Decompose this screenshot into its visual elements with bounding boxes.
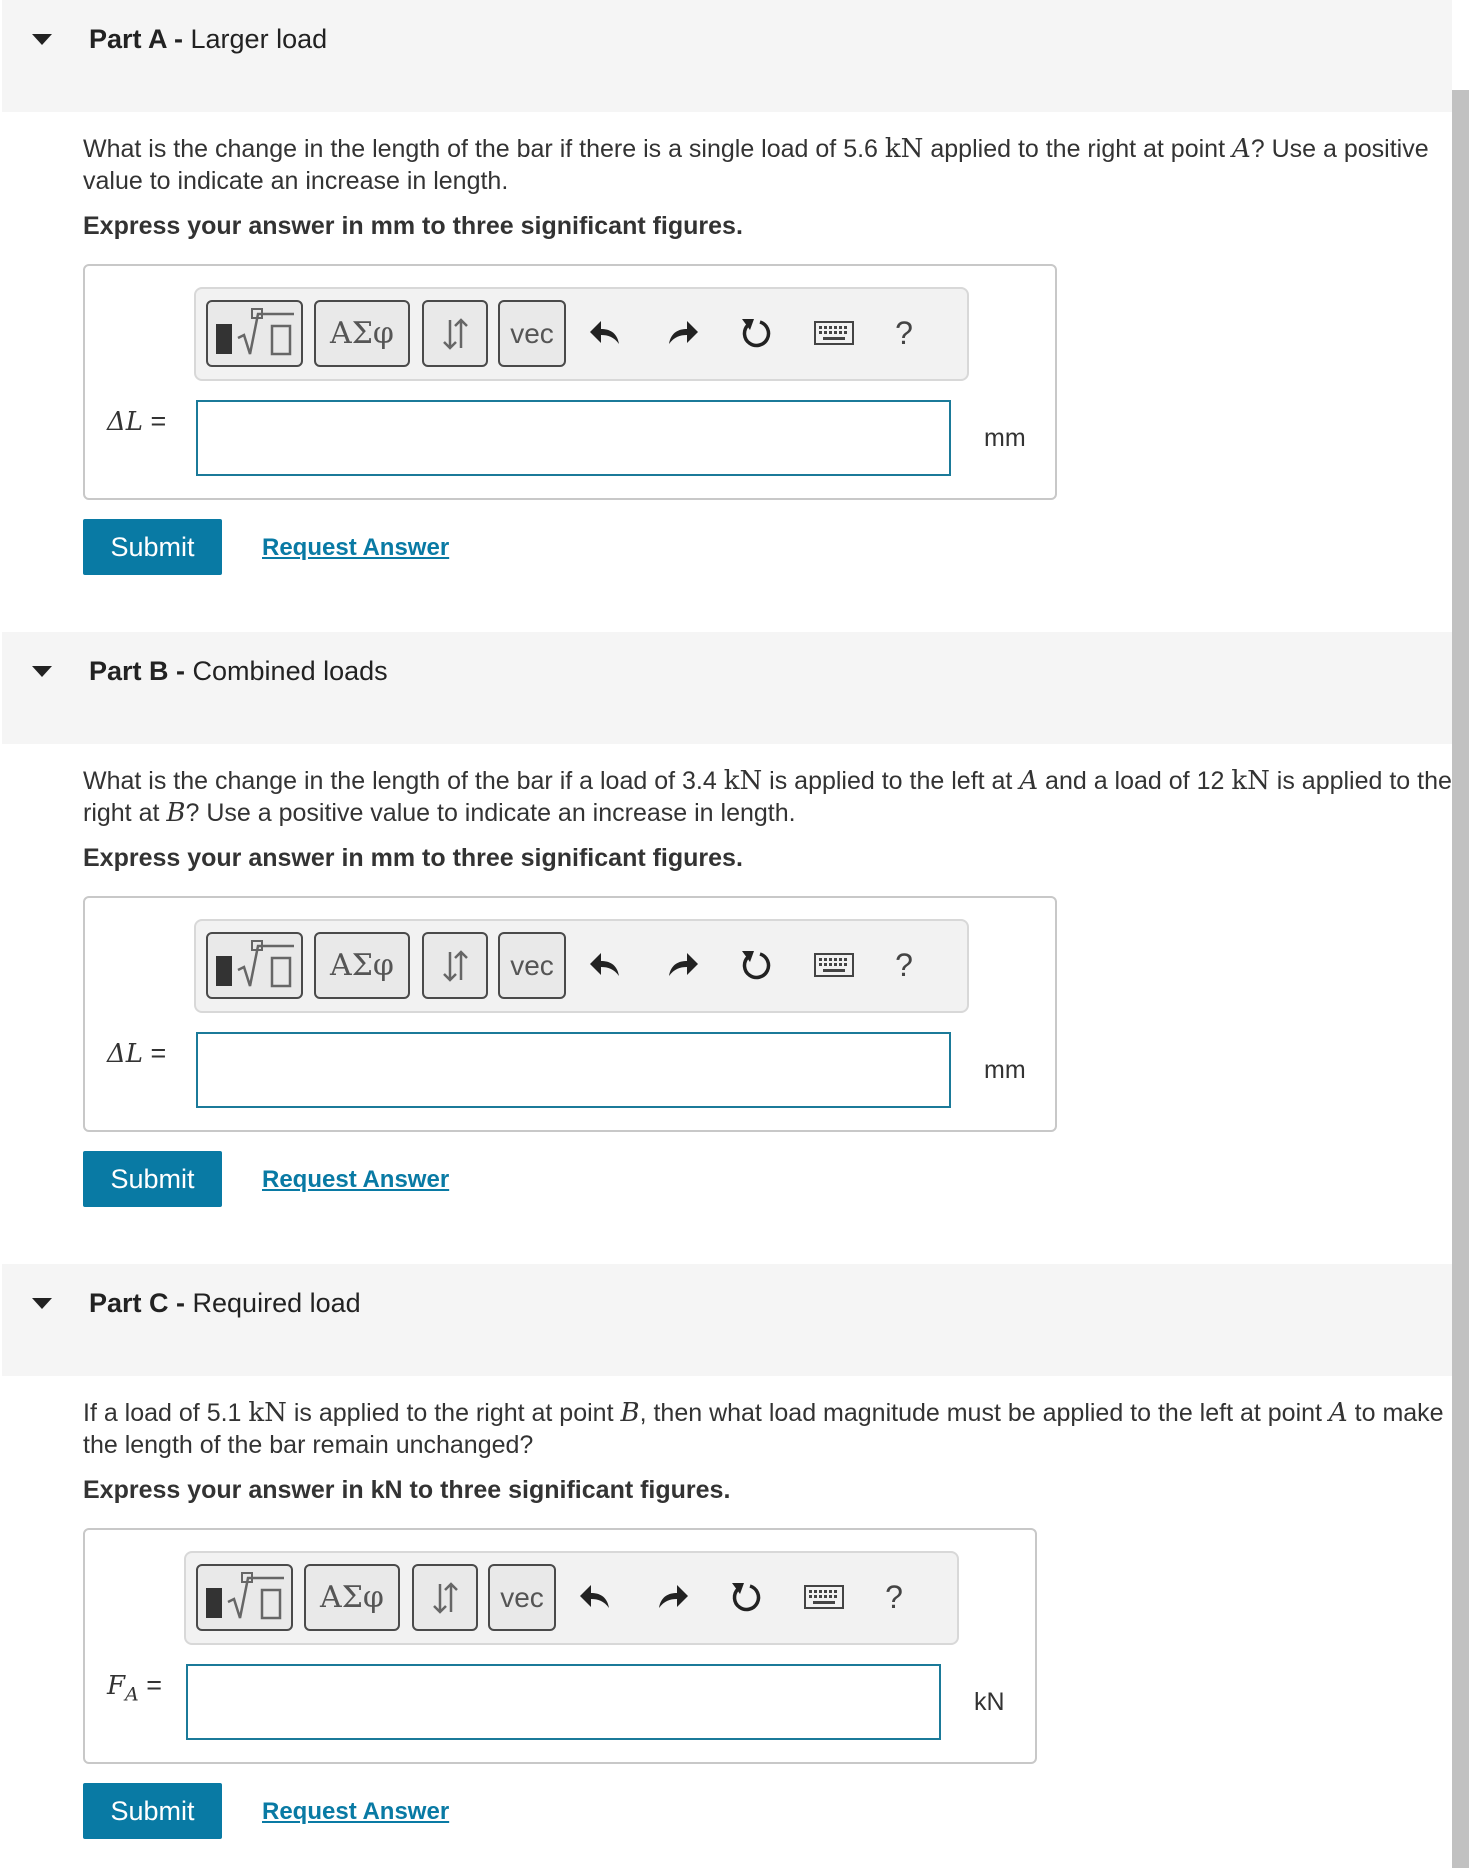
part-b-question: What is the change in the length of the bar if a load of 3.4 kN is applied to the left at A and a load of 12 kN is applied to the right at B? Use a positive value to indicate an increase in length. [83,766,1452,828]
part-b-instruction: Express your answer in mm to three significant figures. [83,844,743,872]
undo-icon[interactable] [576,1575,616,1619]
reset-icon[interactable] [736,943,776,987]
math-toolbar [194,287,969,381]
unit-label: mm [984,1056,1026,1084]
math-toolbar [194,919,969,1013]
part-c-question: If a load of 5.1 kN is applied to the right at point B, then what load magnitude must be applied to the left at point A to make the length of the bar remain unchanged? [83,1398,1444,1459]
part-a-instruction: Express your answer in mm to three significant figures. [83,212,743,240]
answer-input[interactable] [186,1664,941,1740]
up-down-arrows-icon [430,1578,460,1618]
fraction-radical-icon [212,308,298,360]
answer-input[interactable] [196,400,951,476]
keyboard-icon[interactable] [814,943,854,987]
fraction-radical-icon [202,1572,288,1624]
redo-icon[interactable] [662,311,702,355]
part-c-header[interactable] [2,1264,1452,1376]
collapse-caret-icon[interactable] [32,1298,52,1309]
undo-icon[interactable] [586,943,626,987]
fraction-radical-icon [212,940,298,992]
part-b-answer-box [83,896,1057,1132]
unit-label: mm [984,424,1026,452]
arrows-button[interactable] [422,300,488,367]
redo-icon[interactable] [662,943,702,987]
up-down-arrows-icon [440,946,470,986]
part-a-question: What is the change in the length of the bar if there is a single load of 5.6 kN applied to the right at point A? Use a positive value to indicate an increase in length. [83,134,1429,195]
collapse-caret-icon[interactable] [32,34,52,45]
reset-icon[interactable] [726,1575,766,1619]
greek-symbols-button[interactable]: ΑΣφ [314,932,410,999]
submit-button[interactable]: Submit [83,1783,222,1839]
vector-button[interactable]: vec [498,300,566,367]
unit-label: kN [974,1688,1005,1716]
help-button[interactable]: ? [895,314,913,351]
arrows-button[interactable] [422,932,488,999]
part-a-answer-box [83,264,1057,500]
vector-button[interactable]: vec [498,932,566,999]
greek-symbols-button[interactable]: ΑΣφ [304,1564,400,1631]
part-c-instruction: Express your answer in kN to three significant figures. [83,1476,731,1504]
help-button[interactable]: ? [895,946,913,983]
part-b-title: Part B - Combined loads [89,656,388,686]
variable-label: $F_A$ = [107,1670,163,1706]
answer-input[interactable] [196,1032,951,1108]
request-answer-link[interactable]: Request Answer [262,1166,450,1193]
vector-button[interactable]: vec [488,1564,556,1631]
greek-symbols-button[interactable]: ΑΣφ [314,300,410,367]
templates-button[interactable] [206,932,303,999]
part-c-answer-box [83,1528,1037,1764]
submit-button[interactable]: Submit [83,1151,222,1207]
variable-label: ΔL = [107,406,167,437]
submit-button[interactable]: Submit [83,519,222,575]
part-c-title: Part C - Required load [89,1288,361,1318]
math-toolbar [184,1551,959,1645]
redo-icon[interactable] [652,1575,692,1619]
keyboard-icon[interactable] [804,1575,844,1619]
scrollbar-thumb[interactable] [1452,90,1469,1868]
templates-button[interactable] [196,1564,293,1631]
request-answer-link[interactable]: Request Answer [262,1798,450,1825]
undo-icon[interactable] [586,311,626,355]
part-b-header[interactable] [2,632,1452,744]
reset-icon[interactable] [736,311,776,355]
templates-button[interactable] [206,300,303,367]
keyboard-icon[interactable] [814,311,854,355]
part-a-header[interactable] [2,0,1452,112]
request-answer-link[interactable]: Request Answer [262,534,450,561]
collapse-caret-icon[interactable] [32,666,52,677]
up-down-arrows-icon [440,314,470,354]
help-button[interactable]: ? [885,1578,903,1615]
arrows-button[interactable] [412,1564,478,1631]
part-a-title: Part A - Larger load [89,24,328,54]
variable-label: ΔL = [107,1038,167,1069]
